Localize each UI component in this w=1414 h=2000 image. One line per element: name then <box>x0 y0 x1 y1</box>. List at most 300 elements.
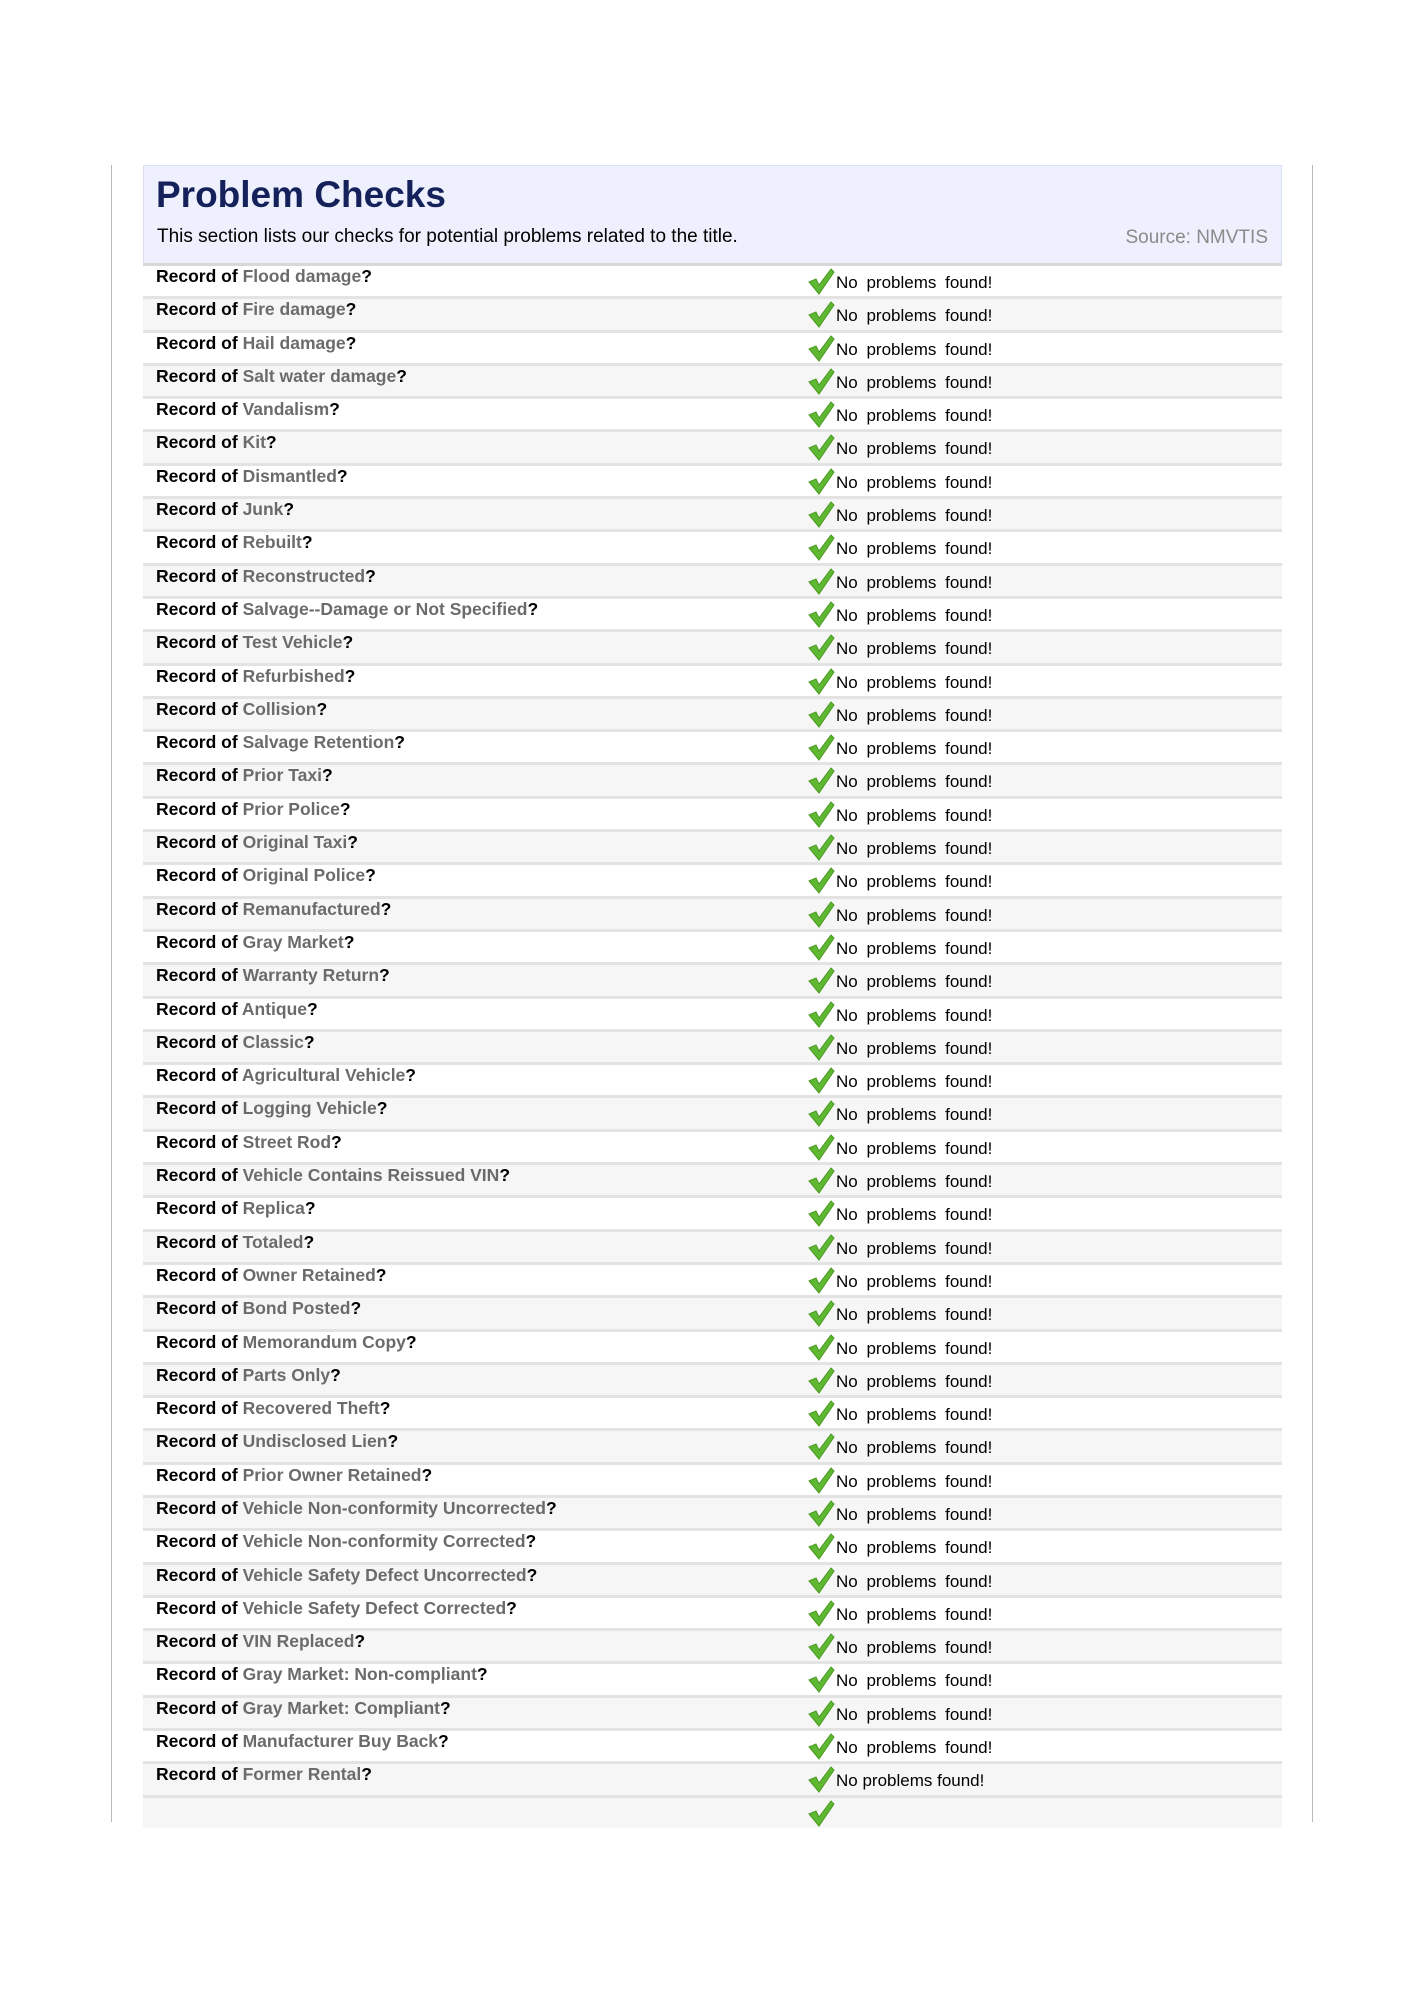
check-row <box>143 1165 1282 1198</box>
check-row <box>143 999 1282 1032</box>
record-prefix: Record of <box>156 1264 238 1285</box>
question-mark: ? <box>545 1497 557 1518</box>
check-item-name: Dismantled <box>242 465 337 486</box>
question-mark: ? <box>329 399 340 420</box>
checkmark-icon <box>806 1565 836 1595</box>
question-mark: ? <box>387 1431 399 1452</box>
section-header <box>143 165 1282 266</box>
checkmark-icon <box>806 1798 836 1828</box>
record-prefix: Record of <box>156 1198 238 1219</box>
question-mark: ? <box>336 465 348 486</box>
check-result: No problems found! <box>836 472 993 492</box>
checkmark-icon <box>806 1165 836 1195</box>
check-result: No problems found! <box>836 739 993 759</box>
check-result: No problems found! <box>836 1638 993 1658</box>
check-item-name: Salvage Retention <box>242 732 395 753</box>
check-row <box>143 499 1282 532</box>
checkmark-icon <box>806 1764 836 1794</box>
check-result: No problems found! <box>836 1138 993 1158</box>
check-row <box>143 366 1282 399</box>
check-result: No problems found! <box>836 605 993 625</box>
question-mark: ? <box>345 299 357 320</box>
check-result: No problems found! <box>836 1371 993 1391</box>
checkmark-icon <box>806 499 836 529</box>
record-prefix: Record of <box>156 998 238 1019</box>
record-prefix: Record of <box>156 1664 238 1685</box>
check-result: No problems found! <box>836 672 993 692</box>
record-prefix: Record of <box>156 832 238 853</box>
check-item-name: Original Taxi <box>242 832 348 853</box>
check-label <box>156 266 372 287</box>
check-item-name: Logging Vehicle <box>242 1098 377 1119</box>
check-item-name: Vehicle Contains Reissued VIN <box>242 1165 500 1186</box>
check-label <box>156 1332 417 1353</box>
checkmark-icon <box>806 1232 836 1262</box>
record-prefix: Record of <box>156 598 238 619</box>
check-label <box>156 399 340 420</box>
question-mark: ? <box>354 1631 366 1652</box>
check-row <box>143 299 1282 332</box>
checkmark-icon <box>806 799 836 829</box>
check-row <box>143 1731 1282 1764</box>
check-label <box>156 699 327 720</box>
record-prefix: Record of <box>156 632 238 653</box>
question-mark: ? <box>347 832 358 853</box>
question-mark: ? <box>394 732 405 753</box>
check-result: No problems found! <box>836 1105 993 1125</box>
checkmark-icon <box>806 1664 836 1694</box>
record-prefix: Record of <box>156 1464 238 1485</box>
record-prefix: Record of <box>156 1764 238 1785</box>
check-item-name: Original Police <box>242 865 366 886</box>
check-label <box>156 466 348 487</box>
check-label <box>156 799 351 820</box>
checkmark-icon <box>806 566 836 596</box>
check-item-name: Test Vehicle <box>242 632 343 653</box>
check-row <box>143 1465 1282 1498</box>
check-result: No problems found! <box>836 1504 993 1524</box>
record-prefix: Record of <box>156 898 238 919</box>
check-label <box>156 1764 372 1785</box>
check-item-name: Undisclosed Lien <box>242 1431 388 1452</box>
record-prefix: Record of <box>156 1298 238 1319</box>
section-title: Problem Checks <box>156 174 446 215</box>
section-subtitle: This section lists our checks for potential problems related to the title. <box>157 226 738 247</box>
record-prefix: Record of <box>156 765 238 786</box>
check-item-name: Junk <box>242 499 284 520</box>
check-label <box>156 666 355 687</box>
check-result: No problems found! <box>836 306 993 326</box>
checkmark-icon <box>806 1465 836 1495</box>
record-prefix: Record of <box>156 1031 238 1052</box>
check-item-name: Prior Police <box>242 798 340 819</box>
check-label <box>156 1531 536 1552</box>
checkmark-icon <box>806 765 836 795</box>
question-mark: ? <box>361 266 372 286</box>
record-prefix: Record of <box>156 1065 238 1086</box>
check-label <box>156 632 353 653</box>
checkmark-icon <box>806 399 836 429</box>
check-result: No problems found! <box>836 639 993 659</box>
check-item-name: Fire damage <box>242 299 346 320</box>
checkmark-icon <box>806 732 836 762</box>
check-label <box>156 1165 510 1186</box>
checkmark-icon <box>806 999 836 1029</box>
question-mark: ? <box>525 1531 537 1552</box>
check-label <box>156 432 277 453</box>
check-row <box>143 1032 1282 1065</box>
check-result: No problems found! <box>836 1704 993 1724</box>
check-label <box>156 999 318 1020</box>
checkmark-icon <box>806 632 836 662</box>
check-row <box>143 1365 1282 1398</box>
check-label <box>156 865 376 886</box>
check-item-name: Gray Market: Non-compliant <box>242 1664 477 1685</box>
question-mark: ? <box>499 1165 511 1186</box>
record-prefix: Record of <box>156 1631 238 1652</box>
checkmark-icon <box>806 1265 836 1295</box>
check-row <box>143 965 1282 998</box>
check-label <box>156 366 407 387</box>
record-prefix: Record of <box>156 1331 238 1352</box>
record-prefix: Record of <box>156 1497 238 1518</box>
checkmark-icon <box>806 1531 836 1561</box>
checkmark-icon <box>806 432 836 462</box>
question-mark: ? <box>396 365 407 386</box>
check-result: No problems found! <box>836 1038 993 1058</box>
question-mark: ? <box>342 632 354 653</box>
check-label <box>156 965 390 986</box>
check-label <box>156 1565 537 1586</box>
check-label <box>156 566 376 587</box>
question-mark: ? <box>331 1131 342 1152</box>
checkmark-icon <box>806 1098 836 1128</box>
check-item-name: Antique <box>241 998 308 1019</box>
check-label <box>156 1465 432 1486</box>
check-result: No problems found! <box>836 1172 993 1192</box>
check-row <box>143 1098 1282 1131</box>
check-item-name: Manufacturer Buy Back <box>242 1731 439 1752</box>
checkmark-icon <box>806 1431 836 1461</box>
check-item-name: Totaled <box>242 1231 304 1252</box>
question-mark: ? <box>526 1564 538 1585</box>
check-result: No problems found! <box>836 273 993 292</box>
check-result: No problems found! <box>836 1271 993 1291</box>
check-item-name: Remanufactured <box>242 898 381 919</box>
record-prefix: Record of <box>156 499 238 520</box>
check-item-name: Bond Posted <box>242 1298 351 1319</box>
record-prefix: Record of <box>156 1098 238 1119</box>
check-item-name: Salt water damage <box>242 365 397 386</box>
check-row <box>143 1764 1282 1797</box>
check-row <box>143 466 1282 499</box>
question-mark: ? <box>380 898 392 919</box>
check-row <box>143 1631 1282 1664</box>
record-prefix: Record of <box>156 665 238 686</box>
check-result: No problems found! <box>836 506 993 526</box>
check-row <box>143 632 1282 665</box>
check-label <box>156 333 356 354</box>
check-row <box>143 899 1282 932</box>
check-label <box>156 765 333 786</box>
check-row <box>143 832 1282 865</box>
question-mark: ? <box>476 1664 488 1685</box>
check-result: No problems found! <box>836 839 993 859</box>
checkmark-icon <box>806 333 836 363</box>
check-item-name: Salvage--Damage or Not Specified <box>242 598 528 619</box>
checkmark-icon <box>806 865 836 895</box>
check-label <box>156 1065 416 1086</box>
question-mark: ? <box>438 1731 449 1752</box>
check-label <box>156 732 405 753</box>
check-label <box>156 1631 365 1652</box>
question-mark: ? <box>345 332 357 353</box>
check-item-name: Reconstructed <box>242 565 366 586</box>
check-item-name: Warranty Return <box>242 965 380 986</box>
check-item-name: Gray Market <box>242 931 344 952</box>
question-mark: ? <box>283 499 295 520</box>
check-result: No problems found! <box>836 972 993 992</box>
check-result: No problems found! <box>836 1072 993 1092</box>
question-mark: ? <box>343 931 355 952</box>
question-mark: ? <box>361 1764 372 1785</box>
check-row <box>143 1565 1282 1598</box>
check-item-name: Rebuilt <box>242 532 302 553</box>
checkmark-icon <box>806 466 836 496</box>
check-result: No problems found! <box>836 372 993 392</box>
check-item-name: Prior Owner Retained <box>242 1464 422 1485</box>
check-item-name: Vehicle Non-conformity Corrected <box>242 1531 526 1552</box>
record-prefix: Record of <box>156 465 238 486</box>
check-result: No problems found! <box>836 439 993 459</box>
question-mark: ? <box>365 865 376 886</box>
question-mark: ? <box>365 565 376 586</box>
check-result: No problems found! <box>836 1205 993 1225</box>
check-label <box>156 932 354 953</box>
trailing-row <box>143 1798 1282 1828</box>
checkmark-icon <box>806 899 836 929</box>
check-label <box>156 1265 387 1286</box>
check-result: No problems found! <box>836 1738 993 1758</box>
check-item-name: Vehicle Non-conformity Uncorrected <box>242 1497 546 1518</box>
record-prefix: Record of <box>156 965 238 986</box>
check-row <box>143 1431 1282 1464</box>
check-row <box>143 1598 1282 1631</box>
check-result: No problems found! <box>836 572 993 592</box>
check-row <box>143 932 1282 965</box>
record-prefix: Record of <box>156 1131 238 1152</box>
question-mark: ? <box>405 1065 416 1086</box>
checkmark-icon <box>806 299 836 329</box>
checkmark-icon <box>806 266 836 296</box>
question-mark: ? <box>344 665 356 686</box>
check-row <box>143 1531 1282 1564</box>
record-prefix: Record of <box>156 532 238 553</box>
question-mark: ? <box>506 1597 517 1618</box>
check-label <box>156 1032 315 1053</box>
check-item-name: Parts Only <box>242 1364 331 1385</box>
question-mark: ? <box>375 1264 387 1285</box>
check-item-name: Refurbished <box>242 665 345 686</box>
record-prefix: Record of <box>156 565 238 586</box>
check-row <box>143 1332 1282 1365</box>
checkmark-icon <box>806 1498 836 1528</box>
check-item-name: Collision <box>242 698 317 719</box>
check-label <box>156 1298 361 1319</box>
check-row <box>143 266 1282 299</box>
record-prefix: Record of <box>156 732 238 753</box>
check-item-name: Vandalism <box>242 399 330 420</box>
check-label <box>156 1731 449 1752</box>
record-prefix: Record of <box>156 798 238 819</box>
question-mark: ? <box>379 1398 391 1419</box>
record-prefix: Record of <box>156 1165 238 1186</box>
check-result: No problems found! <box>836 1671 993 1691</box>
checkmark-icon <box>806 932 836 962</box>
record-prefix: Record of <box>156 365 238 386</box>
record-prefix: Record of <box>156 1597 238 1618</box>
question-mark: ? <box>421 1464 433 1485</box>
record-prefix: Record of <box>156 299 238 320</box>
check-result: No problems found! <box>836 938 993 958</box>
check-row <box>143 333 1282 366</box>
check-row <box>143 599 1282 632</box>
check-item-name: Former Rental <box>242 1764 362 1785</box>
checkmark-icon <box>806 599 836 629</box>
check-result: No problems found! <box>836 1405 993 1425</box>
check-item-name: Hail damage <box>242 332 346 353</box>
check-row <box>143 1198 1282 1231</box>
check-label <box>156 499 294 520</box>
check-item-name: Recovered Theft <box>242 1398 380 1419</box>
checkmark-icon <box>806 1731 836 1761</box>
question-mark: ? <box>350 1298 362 1319</box>
check-label <box>156 1398 390 1419</box>
record-prefix: Record of <box>156 1697 238 1718</box>
question-mark: ? <box>316 698 328 719</box>
check-result: No problems found! <box>836 905 993 925</box>
check-result: No problems found! <box>836 1471 993 1491</box>
record-prefix: Record of <box>156 332 238 353</box>
checkmark-icon <box>806 1032 836 1062</box>
question-mark: ? <box>301 532 313 553</box>
record-prefix: Record of <box>156 1398 238 1419</box>
question-mark: ? <box>304 1198 316 1219</box>
question-mark: ? <box>527 598 539 619</box>
check-label <box>156 1431 398 1452</box>
check-row <box>143 566 1282 599</box>
record-prefix: Record of <box>156 1364 238 1385</box>
check-result: No problems found! <box>836 1571 993 1591</box>
checkmark-icon <box>806 1065 836 1095</box>
question-mark: ? <box>376 1098 388 1119</box>
check-item-name: Street Rod <box>242 1131 332 1152</box>
check-label <box>156 832 358 853</box>
check-result: No problems found! <box>836 1238 993 1258</box>
check-row <box>143 432 1282 465</box>
check-result: No problems found! <box>836 1005 993 1025</box>
question-mark: ? <box>439 1697 451 1718</box>
check-row <box>143 1698 1282 1731</box>
check-item-name: Kit <box>242 432 266 453</box>
check-label <box>156 299 356 320</box>
check-row <box>143 1298 1282 1331</box>
checkmark-icon <box>806 965 836 995</box>
check-row <box>143 732 1282 765</box>
check-result: No problems found! <box>836 1305 993 1325</box>
record-prefix: Record of <box>156 1564 238 1585</box>
check-label <box>156 1098 387 1119</box>
check-item-name: Owner Retained <box>242 1264 376 1285</box>
check-result: No problems found! <box>836 1604 993 1624</box>
page-border-right <box>1312 165 1313 1822</box>
check-row <box>143 1132 1282 1165</box>
checkmark-icon <box>806 1332 836 1362</box>
check-item-name: Prior Taxi <box>242 765 322 786</box>
checkmark-icon <box>806 532 836 562</box>
record-prefix: Record of <box>156 266 238 286</box>
record-prefix: Record of <box>156 1531 238 1552</box>
check-result: No problems found! <box>836 539 993 559</box>
checkmark-icon <box>806 666 836 696</box>
check-label <box>156 899 391 920</box>
check-item-name: Classic <box>242 1031 304 1052</box>
record-prefix: Record of <box>156 1231 238 1252</box>
check-result: No problems found! <box>836 805 993 825</box>
checkmark-icon <box>806 366 836 396</box>
check-row <box>143 399 1282 432</box>
record-prefix: Record of <box>156 1431 238 1452</box>
check-result: No problems found! <box>836 1538 993 1558</box>
check-row <box>143 1065 1282 1098</box>
record-prefix: Record of <box>156 931 238 952</box>
checks-list <box>143 266 1282 1798</box>
check-result: No problems found! <box>836 1338 993 1358</box>
question-mark: ? <box>303 1031 315 1052</box>
check-label <box>156 1232 314 1253</box>
check-row <box>143 799 1282 832</box>
check-row <box>143 1232 1282 1265</box>
question-mark: ? <box>330 1364 341 1385</box>
question-mark: ? <box>379 965 390 986</box>
checkmark-icon <box>806 1365 836 1395</box>
check-result: No problems found! <box>836 705 993 725</box>
check-row <box>143 1664 1282 1697</box>
question-mark: ? <box>307 998 318 1019</box>
check-label <box>156 1198 316 1219</box>
checkmark-icon <box>806 1598 836 1628</box>
checkmark-icon <box>806 1631 836 1661</box>
checkmark-icon <box>806 1698 836 1728</box>
check-result: No problems found! <box>836 872 993 892</box>
check-label <box>156 1698 451 1719</box>
checkmark-icon <box>806 1298 836 1328</box>
record-prefix: Record of <box>156 698 238 719</box>
check-label <box>156 1498 557 1519</box>
check-result: No problems found! <box>836 1438 993 1458</box>
checkmark-icon <box>806 1132 836 1162</box>
check-label <box>156 599 538 620</box>
check-row <box>143 666 1282 699</box>
check-item-name: VIN Replaced <box>242 1631 355 1652</box>
check-item-name: Gray Market: Compliant <box>242 1697 440 1718</box>
page-border-left <box>111 165 112 1822</box>
check-label <box>156 1365 341 1386</box>
check-row <box>143 1398 1282 1431</box>
check-row <box>143 532 1282 565</box>
check-label <box>156 1132 342 1153</box>
check-row <box>143 865 1282 898</box>
